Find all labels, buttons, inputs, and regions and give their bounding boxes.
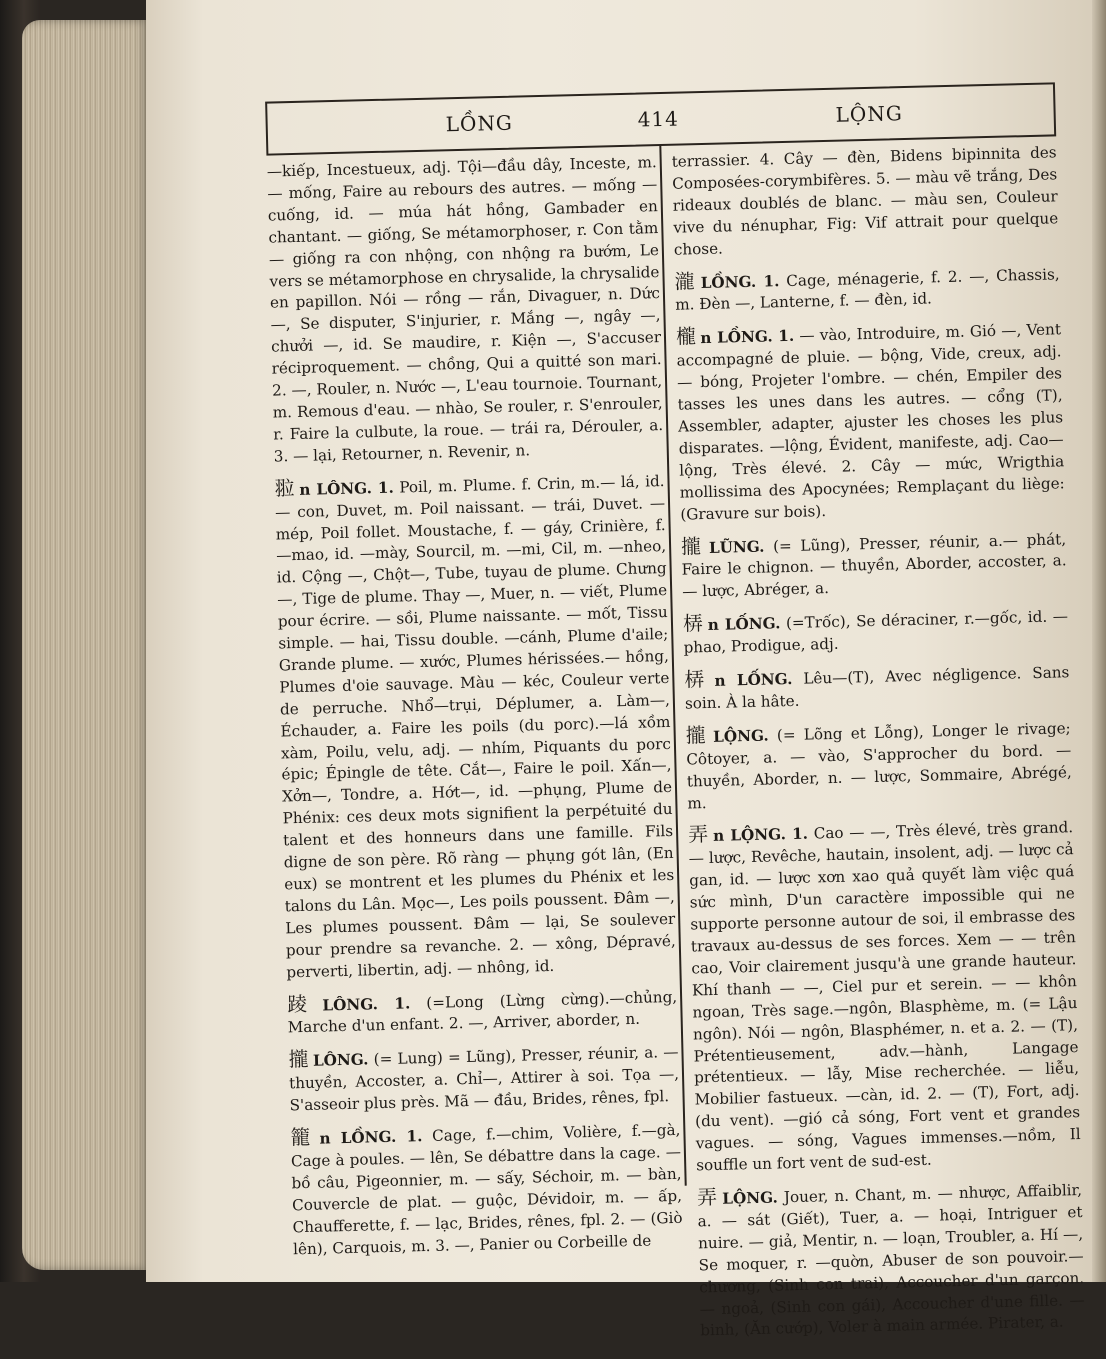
dictionary-entry (671, 142, 1059, 261)
facing-page-edge (1092, 0, 1106, 1282)
page-content (265, 82, 1085, 1340)
entry-text: Cage, ménagerie, f. 2. —, Chassis, m. Đèn —, Lanterne, f. — đèn, id. (674, 264, 1060, 315)
entry-headword: LỒNG. 1. (700, 271, 780, 292)
dictionary-columns (266, 142, 1085, 1340)
dictionary-entry (684, 660, 1070, 715)
page-number: 414 (637, 106, 680, 132)
right-headword: LỘNG (835, 101, 904, 127)
entry-character: 弄 (696, 1184, 719, 1210)
entry-character: 弄 (687, 822, 710, 847)
entry-character: 踜 (286, 991, 319, 1016)
page-edges (22, 20, 150, 1270)
left-headword: LỒNG (445, 110, 514, 137)
entry-headword: n LỘNG. 1. (712, 825, 809, 846)
entry-text: Jouer, n. Chant, m. — nhược, Affaiblir, a. — sát (Giết), Tuer, a. — hoại, Intriguer et nuire. — giả, Mentir, n. — loạn, Troubler, a. Hí —, Se moquer, r. —quờn, Abuser de son pouvoir.—chương, (Sinh con trai), Accoucher d'un garçon. — ngoả, (Sinh con gái), Accoucher d'une fille. —binh, (Ăn cướp), Voler à main armée. Pirater, a. (697, 1180, 1085, 1340)
entry-text: (=Trốc), Se déraciner, r.—gốc, id. — phao, Prodigue, adj. (683, 607, 1069, 657)
entry-headword: n LÔNG. 1. (299, 478, 394, 499)
entry-character: 籠 (290, 1124, 316, 1150)
entry-headword: LỘNG. (722, 1188, 779, 1208)
dictionary-entry (274, 469, 676, 984)
dictionary-entry (674, 262, 1060, 317)
dictionary-entry (288, 1040, 680, 1117)
entry-headword: n LỐNG. (707, 614, 781, 635)
entry-character: 瀧 (674, 268, 697, 294)
entry-character: 攏 (288, 1047, 310, 1072)
dictionary-entry (683, 604, 1069, 659)
entry-character: 翋 (274, 475, 296, 501)
entry-text: (= Lũng), Presser, réunir, a.— phát, Faire le chignon. — thuyền, Aborder, accoster, a. — lược, Abréger, a. (681, 529, 1067, 601)
dictionary-entry (267, 152, 664, 468)
dictionary-entry (685, 716, 1072, 815)
right-column (671, 142, 1085, 1348)
entry-text: (= Lõng et Lỗng), Longer le rivage; Côtoyer, a. — vào, S'approcher du bord. — thuyền, Aborder, n. — lược, Sommaire, Abrégé, m. (686, 719, 1072, 813)
dictionary-entry (688, 816, 1081, 1178)
dictionary-entry (697, 1178, 1086, 1343)
entry-text: (=Long (Lừng cừng).—chủng, Marche d'un enfant. 2. —, Arriver, aborder, n. (287, 987, 678, 1037)
entry-text: (= Lung) = Lũng), Presser, réunir, a. — thuyền, Accoster, a. Chỉ—, Attirer à soi. Tọa —, S'asseoir plus près. Mã — đầu, Brides, rênes, fpl. (288, 1043, 680, 1115)
entry-headword: n LỒNG. 1. (700, 327, 795, 348)
dictionary-entry (287, 984, 678, 1039)
entry-text: Cage, f.—chim, Volière, f.—gà, Cage à poules. — lên, Se débattre dans la cage. — bồ câu, Pigeonnier, m. — sấy, Séchoir, m. — bàn, Couvercle de plat. — guộc, Dévidoir, m. — ấp, Chaufferette, f. — lạc, Brides, rênes, fpl. 2. — (Giò lên), Carquois, m. 3. —, Panier ou Corbeille de (290, 1120, 683, 1258)
entry-headword: n LỐNG. (714, 669, 793, 690)
dictionary-entry (681, 527, 1068, 604)
left-column (267, 152, 684, 1267)
entry-text: Cao — —, Très élevé, très grand. — lược, Revêche, hautain, insolent, adj. — lược cả gan, id. — lược xơn xao quả quyết làm việc quá sức mình, D'un caractère impossible qui ne supporte personne autour de soi, il embrasse des travaux au-dessus de ses forces. Xem — — trên cao, Voir clairement jusqu'à une grande hauteur. Khí thanh — —, Ciel pur et serein. — — khôn ngoan, Très sage.—ngôn, Blasphème, m. (= Lậu ngôn). Nói — ngôn, Blasphémer, n. et a. 2. — (T), Prétentieusement, adv.—hành, Langage prétentieux. — lẫy, Mise recherchée. — liễu, Mobilier fastueux. —càn, id. 2. — (T), Fort, adj. (du vent). —gió cả sóng, Fort vent et grandes vagues. — sóng, Vagues immenses.—nồm, Il souffle un fort vent de sud-est. (688, 818, 1081, 1175)
dictionary-entry (290, 1118, 683, 1261)
entry-text: terrassier. 4. Cây — đèn, Bidens bipinnita des Composées-corymbifères. 5. — màu vẽ trắng, Des rideaux doublés de blanc. — màu sen, Couleur vive du nénuphar, Fig: Vif attrait pour quelque chose. (671, 143, 1059, 259)
entry-text: Lêu—(T), Avec négligence. Sans soin. À la hâte. (684, 663, 1070, 713)
entry-character: 攏 (685, 722, 710, 748)
entry-headword: LÔNG. (312, 1050, 369, 1071)
entry-text: Poil, m. Plume. f. Crin, m.— lá, id. — con, Duvet, m. Poil naissant. — trái, Duvet. — mép, Poil follet. Moustache, f. — gáy, Crinière, f. —mao, id. —mày, Sourcil, m. —mi, Cil, m. —nheo, id. Cộng —, Chột—, Tube, tuyau de plume. Chưng —, Tige de plume. Thay —, Muer, n. — viết, Plume pour écrire. — sồi, Plume naissante. — mốt, Tissu simple. — hai, Tissu double. —cánh, Plume d'aile; Grande plume. — xước, Plumes hérissées.— hồng, Plumes d'oie sauvage. Màu — kéc, Couleur verte de perruche. Nhổ—trụi, Déplumer, a. Làm—, Échauder, a. Faire les poils (du porc).—lá xồm xàm, Poilu, velu, adj. — nhím, Piquants du porc épic; Épingle de tête. Cắt—, Faire le poil. Xấn—, Xởn—, Tondre, a. Hớt—, id. —phụng, Plume de Phénix: ces deux mots signifient la perpétuité du talent et des honneurs dans une famille. Fils digne de son père. Rõ ràng — phụng gót lân, (En eux) se montrent et les plumes du Phénix et les talons du Lân. Mọc—, Les poils poussent. Đâm —, Les plumes poussent. Đâm — lại, Se soulever pour prendre sa revanche. 2. — xông, Dépravé, perverti, libertin, adj. — nhông, id. (274, 471, 676, 982)
entry-headword: LỘNG. (712, 726, 769, 746)
entry-text: —kiếp, Incestueux, adj. Tội—đầu dây, Inceste, m. — mống, Faire au rebours des autres. — mống — cuống, id. — múa hát hồng, Gambader en chantant. — giống, Se métamorphoser, r. Con tằm — giống ra con nhộng, con nhộng ra bướm, Le vers se métamorphose en chrysalide, la chrysalide en papillon. Nói — rồng — rắn, Divaguer, n. Dức—, Se disputer, S'injurier, r. Mắng —, ngây —, chưởi —, id. Se maudire, r. Kiện —, S'accuser réciproquement. — chồng, Qui a quitté son mari. 2. —, Rouler, n. Nước —, L'eau tournoie. Tournant, m. Remous d'eau. — nhào, Se rouler, r. S'enrouler, r. Faire la culbute, la roue. — trái ra, Dérouler, a. 3. — lại, Retourner, n. Revenir, n. (266, 153, 664, 466)
entry-headword: LŨNG. (708, 537, 765, 557)
entry-headword: n LỒNG. 1. (319, 1127, 423, 1148)
dictionary-entry (676, 318, 1066, 527)
entry-character: 櫳 (675, 324, 697, 350)
entry-character: 梇 (684, 666, 711, 692)
entry-character: 梇 (682, 611, 705, 636)
entry-headword: LÔNG. 1. (322, 993, 411, 1015)
entry-character: 攏 (680, 533, 706, 559)
entry-text: — vào, Introduire, m. Gió —, Vent accompagné de pluie. — bộng, Vide, creux, adj. — bóng, Projeter l'ombre. — chén, Empiler des tasses les unes dans les autres. — cổng (T), Assembler, adapter, ajuster les choses les plus disparates. —lộng, Évident, manifeste, adj. Cao—lộng, Très élevé. 2. Cây — mức, Wrigthia mollissima des Apocynées; Remplaçant du liège: (Gravure sur bois). (676, 320, 1065, 524)
